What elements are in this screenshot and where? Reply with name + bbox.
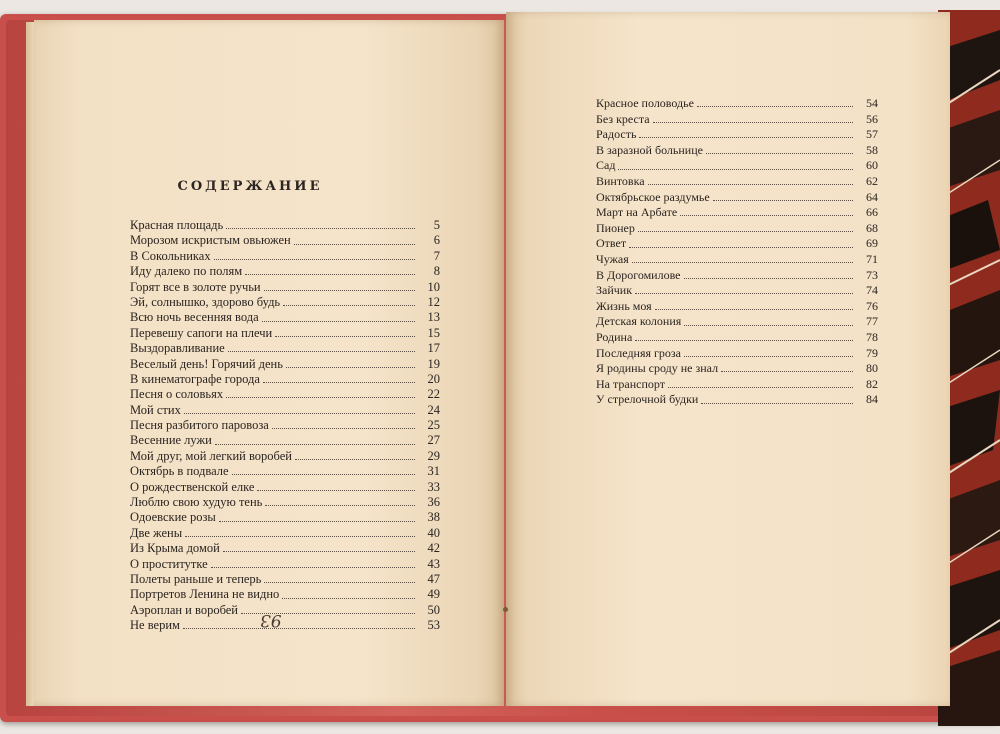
- toc-entry-title: Горят все в золоте ручьи: [130, 279, 261, 294]
- toc-entry: [130, 280, 440, 295]
- toc-entry-title: Октябрьское раздумье: [596, 189, 710, 204]
- dot-leader: [223, 551, 415, 552]
- toc-entry-title: Последняя гроза: [596, 345, 682, 360]
- toc-entry: [130, 526, 440, 541]
- toc-entry: [130, 264, 440, 279]
- dot-leader: [684, 278, 853, 279]
- toc-entry-title: Выздоравливание: [130, 341, 225, 356]
- dot-leader: [264, 290, 415, 291]
- toc-entry-title: Морозом искристым овьюжен: [130, 233, 291, 248]
- toc-entry: [596, 143, 878, 159]
- toc-entry: [596, 112, 878, 128]
- toc-entry-title: Две жены: [130, 525, 183, 540]
- toc-entry: [130, 572, 440, 587]
- toc-entry: [596, 190, 878, 206]
- binding-stitch: [503, 607, 508, 612]
- toc-entry-title: Родина: [596, 329, 633, 344]
- toc-entry: [596, 346, 878, 362]
- dot-leader: [185, 536, 415, 537]
- dot-leader: [629, 247, 853, 248]
- toc-entry: [596, 314, 878, 330]
- toc-entry-title: О рождественской елке: [130, 479, 255, 494]
- dot-leader: [684, 325, 853, 326]
- toc-entry: [596, 377, 878, 393]
- dot-leader: [184, 413, 415, 414]
- dot-leader: [638, 231, 853, 232]
- toc-entry: [130, 295, 440, 310]
- right-toc-list: [596, 96, 878, 408]
- toc-entry-title: Жизнь моя: [596, 298, 652, 313]
- toc-entry-page: 38: [427, 510, 440, 525]
- toc-entry: [130, 403, 440, 418]
- toc-entry: [130, 480, 440, 495]
- toc-entry-title: Красное половодье: [596, 96, 694, 110]
- toc-entry-page: 19: [427, 356, 440, 371]
- dot-leader: [713, 200, 853, 201]
- toc-entry-page: 50: [427, 602, 440, 617]
- toc-entry: [130, 341, 440, 356]
- dot-leader: [183, 628, 415, 629]
- toc-entry-page: 71: [866, 251, 878, 266]
- dot-leader: [653, 122, 853, 123]
- dot-leader: [655, 309, 853, 310]
- toc-entry-page: 79: [866, 345, 878, 360]
- toc-entry-title: Не верим: [130, 618, 180, 633]
- toc-entry-title: Пионер: [596, 220, 635, 235]
- toc-entry: [130, 357, 440, 372]
- dot-leader: [275, 336, 415, 337]
- toc-entry: [130, 310, 440, 325]
- dot-leader: [283, 305, 415, 306]
- toc-entry-title: В Сокольниках: [130, 248, 211, 263]
- toc-entry-page: 8: [433, 264, 440, 279]
- toc-entry: [596, 174, 878, 190]
- dot-leader: [262, 321, 415, 322]
- toc-entry-page: 5: [433, 218, 440, 232]
- dot-leader: [272, 428, 415, 429]
- toc-entry-page: 22: [427, 387, 440, 402]
- toc-entry-title: Сад: [596, 158, 616, 173]
- toc-entry: [130, 541, 440, 556]
- toc-entry-title: В заразной больнице: [596, 142, 703, 157]
- toc-entry-page: 78: [866, 329, 878, 344]
- toc-entry: [596, 392, 878, 408]
- toc-entry-title: На транспорт: [596, 376, 665, 391]
- toc-entry-page: 27: [427, 433, 440, 448]
- toc-entry-page: 57: [866, 127, 878, 142]
- toc-entry-page: 76: [866, 298, 878, 313]
- toc-entry-page: 15: [427, 325, 440, 340]
- toc-entry-page: 82: [866, 376, 878, 391]
- toc-entry-title: В кинематографе города: [130, 371, 260, 386]
- page-number: 93: [260, 610, 282, 630]
- toc-entry-title: Всю ночь весенняя вода: [130, 310, 259, 325]
- dot-leader: [680, 215, 853, 216]
- toc-entry-page: 49: [427, 587, 440, 602]
- toc-entry-title: Песня разбитого паровоза: [130, 418, 269, 433]
- toc-entry-title: Иду далеко по полям: [130, 264, 243, 279]
- toc-entry-title: Аэроплан и воробей: [130, 602, 238, 617]
- dot-leader: [668, 387, 853, 388]
- toc-entry-page: 43: [427, 556, 440, 571]
- toc-entry-page: 77: [866, 314, 878, 329]
- dot-leader: [648, 184, 853, 185]
- toc-entry: [596, 96, 878, 112]
- toc-entry-page: 73: [866, 267, 878, 282]
- dot-leader: [265, 505, 415, 506]
- toc-entry-page: 40: [427, 525, 440, 540]
- dot-leader: [226, 228, 415, 229]
- dot-leader: [295, 459, 415, 460]
- toc-entry-title: Портретов Ленина не видно: [130, 587, 280, 602]
- toc-entry-title: Из Крыма домой: [130, 541, 220, 556]
- dot-leader: [639, 137, 853, 138]
- toc-entry-title: В Дорогомилове: [596, 267, 681, 282]
- toc-entry-title: Веселый день! Горячий день: [130, 356, 283, 371]
- toc-entry-title: Ответ: [596, 236, 627, 251]
- toc-entry: [596, 252, 878, 268]
- toc-entry-page: 20: [427, 371, 440, 386]
- dot-leader: [282, 598, 415, 599]
- toc-entry: [130, 618, 440, 633]
- dot-leader: [632, 262, 853, 263]
- toc-entry-title: Красная площадь: [130, 218, 224, 232]
- dot-leader: [721, 371, 853, 372]
- dot-leader: [618, 169, 853, 170]
- toc-entry-page: 84: [866, 392, 878, 407]
- toc-entry: [596, 158, 878, 174]
- toc-entry-title: О проститутке: [130, 556, 208, 571]
- toc-entry: [596, 236, 878, 252]
- toc-entry: [130, 603, 440, 618]
- toc-entry: [130, 233, 440, 248]
- toc-entry-title: Эй, солнышко, здорово будь: [130, 294, 281, 309]
- dot-leader: [219, 521, 415, 522]
- dot-leader: [684, 356, 853, 357]
- toc-entry-page: 54: [866, 96, 878, 110]
- dot-leader: [635, 340, 853, 341]
- dot-leader: [701, 403, 853, 404]
- dot-leader: [215, 444, 415, 445]
- toc-entry-page: 69: [866, 236, 878, 251]
- dot-leader: [264, 582, 415, 583]
- toc-entry-title: Детская колония: [596, 314, 682, 329]
- toc-entry-page: 6: [433, 233, 440, 248]
- toc-entry-title: Октябрь в подвале: [130, 464, 229, 479]
- dot-leader: [294, 244, 415, 245]
- toc-entry-page: 58: [866, 142, 878, 157]
- toc-entry-page: 13: [427, 310, 440, 325]
- toc-entry: [596, 283, 878, 299]
- toc-entry: [596, 127, 878, 143]
- toc-entry: [130, 449, 440, 464]
- toc-entry-title: Весенние лужи: [130, 433, 212, 448]
- left-toc-list: [130, 218, 440, 634]
- dot-leader: [232, 474, 415, 475]
- dot-leader: [706, 153, 853, 154]
- contents-heading: СОДЕРЖАНИЕ: [177, 179, 323, 194]
- dot-leader: [211, 567, 415, 568]
- toc-entry: [130, 495, 440, 510]
- toc-entry-page: 24: [427, 402, 440, 417]
- toc-entry-title: Без креста: [596, 111, 650, 126]
- toc-entry-page: 12: [427, 294, 440, 309]
- dot-leader: [635, 293, 853, 294]
- toc-entry-page: 47: [427, 571, 440, 586]
- toc-entry: [130, 218, 440, 233]
- toc-entry-title: Мой стих: [130, 402, 181, 417]
- dot-leader: [228, 351, 415, 352]
- toc-entry-title: Чужая: [596, 251, 629, 266]
- dot-leader: [263, 382, 415, 383]
- dot-leader: [286, 367, 415, 368]
- toc-entry: [130, 510, 440, 525]
- toc-entry-title: Полеты раньше и теперь: [130, 571, 262, 586]
- toc-entry: [596, 330, 878, 346]
- toc-entry-page: 66: [866, 205, 878, 220]
- dot-leader: [214, 259, 415, 260]
- toc-entry-page: 29: [427, 448, 440, 463]
- toc-entry-page: 80: [866, 361, 878, 376]
- toc-entry: [130, 433, 440, 448]
- toc-entry: [130, 326, 440, 341]
- toc-entry-page: 74: [866, 283, 878, 298]
- toc-entry-title: Люблю свою худую тень: [130, 495, 263, 510]
- toc-entry-page: 62: [866, 173, 878, 188]
- toc-entry-page: 7: [433, 248, 440, 263]
- toc-entry-page: 56: [866, 111, 878, 126]
- toc-entry-page: 64: [866, 189, 878, 204]
- toc-entry-title: Винтовка: [596, 173, 645, 188]
- toc-entry: [130, 387, 440, 402]
- toc-entry-page: 10: [427, 279, 440, 294]
- toc-entry-page: 31: [427, 464, 440, 479]
- toc-entry: [596, 221, 878, 237]
- toc-entry-page: 33: [427, 479, 440, 494]
- dot-leader: [697, 106, 853, 107]
- toc-entry: [130, 464, 440, 479]
- toc-entry: [596, 205, 878, 221]
- toc-entry-title: Перевешу сапоги на плечи: [130, 325, 273, 340]
- toc-entry-page: 36: [427, 495, 440, 510]
- dot-leader: [245, 274, 415, 275]
- toc-entry-page: 25: [427, 418, 440, 433]
- toc-entry-page: 42: [427, 541, 440, 556]
- toc-entry: [596, 361, 878, 377]
- toc-entry: [130, 249, 440, 264]
- toc-entry-page: 53: [427, 618, 440, 633]
- toc-entry: [130, 372, 440, 387]
- toc-entry-title: Март на Арбате: [596, 205, 678, 220]
- toc-entry-title: Мой друг, мой легкий воробей: [130, 448, 292, 463]
- toc-entry: [596, 268, 878, 284]
- dot-leader: [226, 397, 415, 398]
- toc-entry: [596, 299, 878, 315]
- toc-entry-title: Зайчик: [596, 283, 633, 298]
- toc-entry: [130, 557, 440, 572]
- toc-entry-page: 68: [866, 220, 878, 235]
- toc-entry: [130, 587, 440, 602]
- toc-entry-title: Песня о соловьях: [130, 387, 224, 402]
- toc-entry: [130, 418, 440, 433]
- toc-entry-title: Я родины сроду не знал: [596, 361, 719, 376]
- toc-entry-title: У стрелочной будки: [596, 392, 699, 407]
- toc-entry-title: Одоевские розы: [130, 510, 216, 525]
- toc-entry-title: Радость: [596, 127, 637, 142]
- dot-leader: [257, 490, 415, 491]
- toc-entry-page: 60: [866, 158, 878, 173]
- toc-entry-page: 17: [427, 341, 440, 356]
